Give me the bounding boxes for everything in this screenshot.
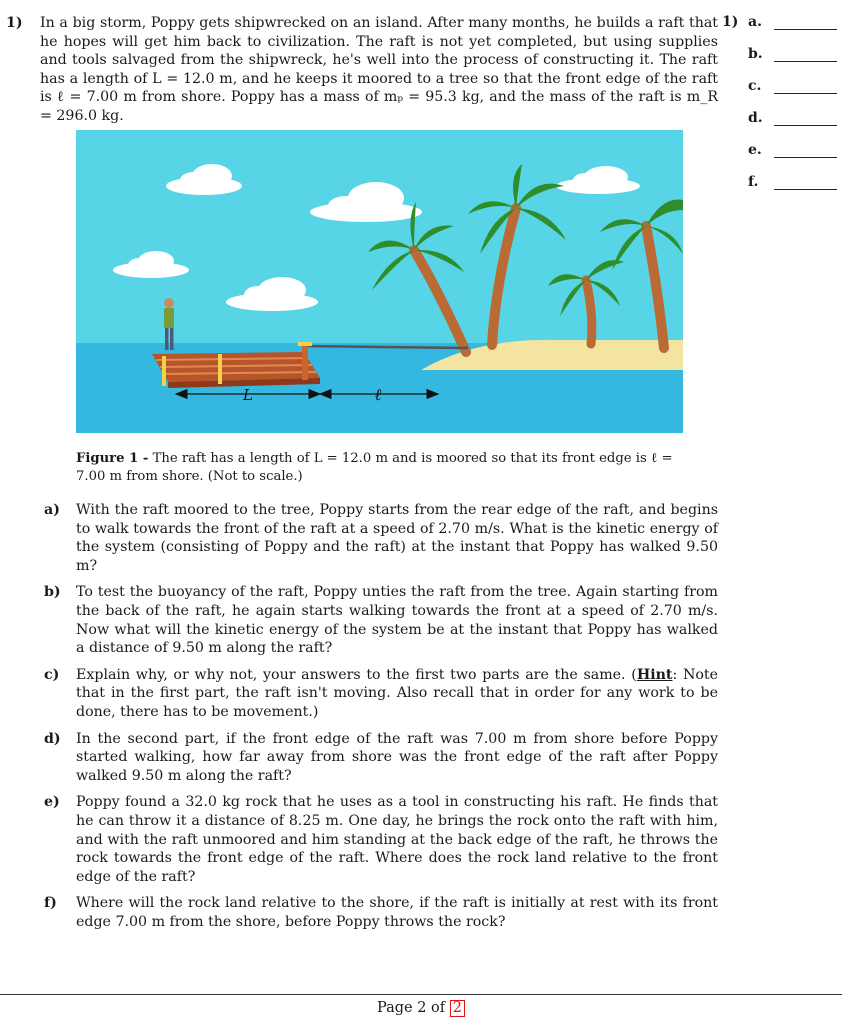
answer-line-c[interactable] <box>774 93 837 94</box>
part-text: With the raft moored to the tree, Poppy starts from the rear edge of the raft, and begins to walk towards the front of the raft at a speed of 2.70 m/s. What is the kinetic energy of the system (consisting of Poppy and the raft) at the instant that Poppy has walked 9.50 m? <box>76 502 718 574</box>
part-text: Where will the rock land relative to the shore, if the raft is initially at rest with its front edge 7.00 m from the shore, before Poppy throws the rock? <box>76 895 718 930</box>
answer-row-b <box>722 46 837 66</box>
page-footer <box>0 1000 842 1017</box>
part-label: a) <box>44 502 60 518</box>
hint-label: Hint <box>636 666 673 683</box>
part-e <box>44 793 718 886</box>
answer-row-f <box>722 174 837 194</box>
page-number-prefix: Page 2 of <box>377 1000 446 1016</box>
answer-row-a <box>722 14 837 34</box>
figure-caption <box>76 450 696 485</box>
caption-text: The raft has a length of L = 12.0 m and is moored so that its front edge is ℓ = 7.00 m from shore. (Not to scale.) <box>76 451 673 484</box>
page-total-link[interactable]: 2 <box>450 1000 465 1017</box>
part-label: f) <box>44 895 57 912</box>
part-label: d) <box>44 730 61 747</box>
answer-problem-number: 1) <box>722 14 739 30</box>
dimension-L-label: L <box>243 386 253 404</box>
part-f <box>44 894 718 931</box>
answer-label-a: a. <box>748 14 762 30</box>
part-text: To test the buoyancy of the raft, Poppy unties the raft from the tree. Again starting from the back of the raft, he again starts walking towards the front at a speed of 2.70 m/s. Now what will the kinetic energy of the system be at the instant that Poppy has walked a distance of 9.50 m along the raft? <box>76 584 718 657</box>
caption-label: Figure 1 - <box>76 451 149 466</box>
part-text: Poppy found a 32.0 kg rock that he uses as a tool in constructing his raft. He finds that he can throw it a distance of 8.25 m. One day, he brings the rock onto the raft with him, and with the raft unmoored and him standing at the back edge of the raft, he throws the rock towards the front edge of the raft. Where does the rock land relative to the front edge of the raft? <box>76 794 718 885</box>
answer-line-e[interactable] <box>774 157 837 158</box>
answer-row-d <box>722 110 837 130</box>
answer-row-c <box>722 78 837 98</box>
answer-row-e <box>722 142 837 162</box>
part-label: e) <box>44 794 60 811</box>
question-parts <box>44 501 718 939</box>
part-text: In the second part, if the front edge of the raft was 7.00 m from shore before Poppy started walking, how far away from shore was the front edge of the raft after Poppy walked 9.50 m along the raft? <box>76 730 718 784</box>
answer-label-f: f. <box>748 174 759 190</box>
part-a <box>44 501 718 575</box>
answer-line-a[interactable] <box>774 29 837 30</box>
problem-text: In a big storm, Poppy gets shipwrecked on an island. After many months, he builds a raft that he hopes will get him back to civilization. The raft is not yet completed, but using supplies and tools salvaged from the shipwreck, he's well into the process of constructing it. The raft has a length of L = 12.0 m, and he keeps it moored to a tree so that the front edge of the raft is ℓ = 7.00 m from shore. Poppy has a mass of mₚ = 95.3 kg, and the mass of the raft is m_R = 296.0 kg. <box>40 15 718 124</box>
answer-label-d: d. <box>748 110 763 126</box>
part-text-before: Explain why, or why not, your answers to the first two parts are the same. ( <box>76 666 637 683</box>
answer-line-b[interactable] <box>774 61 837 62</box>
answer-line-d[interactable] <box>774 125 837 126</box>
part-b <box>44 583 718 657</box>
footer-divider <box>0 994 842 995</box>
part-label: b) <box>44 584 61 601</box>
answer-label-c: c. <box>748 78 762 94</box>
answer-line-f[interactable] <box>774 189 837 190</box>
dimension-ell-label: ℓ <box>374 385 382 404</box>
part-text-after: : Note that in the first part, the raft isn't moving. Also recall that in order for any work to be done, there has to be movement.) <box>76 666 719 720</box>
part-d <box>44 730 718 786</box>
part-label: c) <box>44 666 60 683</box>
island-raft-illustration <box>76 130 683 433</box>
figure-1 <box>76 130 683 433</box>
answer-label-b: b. <box>748 46 763 62</box>
problem-statement <box>6 14 718 126</box>
answer-label-e: e. <box>748 142 762 158</box>
part-c <box>44 666 718 722</box>
problem-number: 1) <box>6 15 23 31</box>
